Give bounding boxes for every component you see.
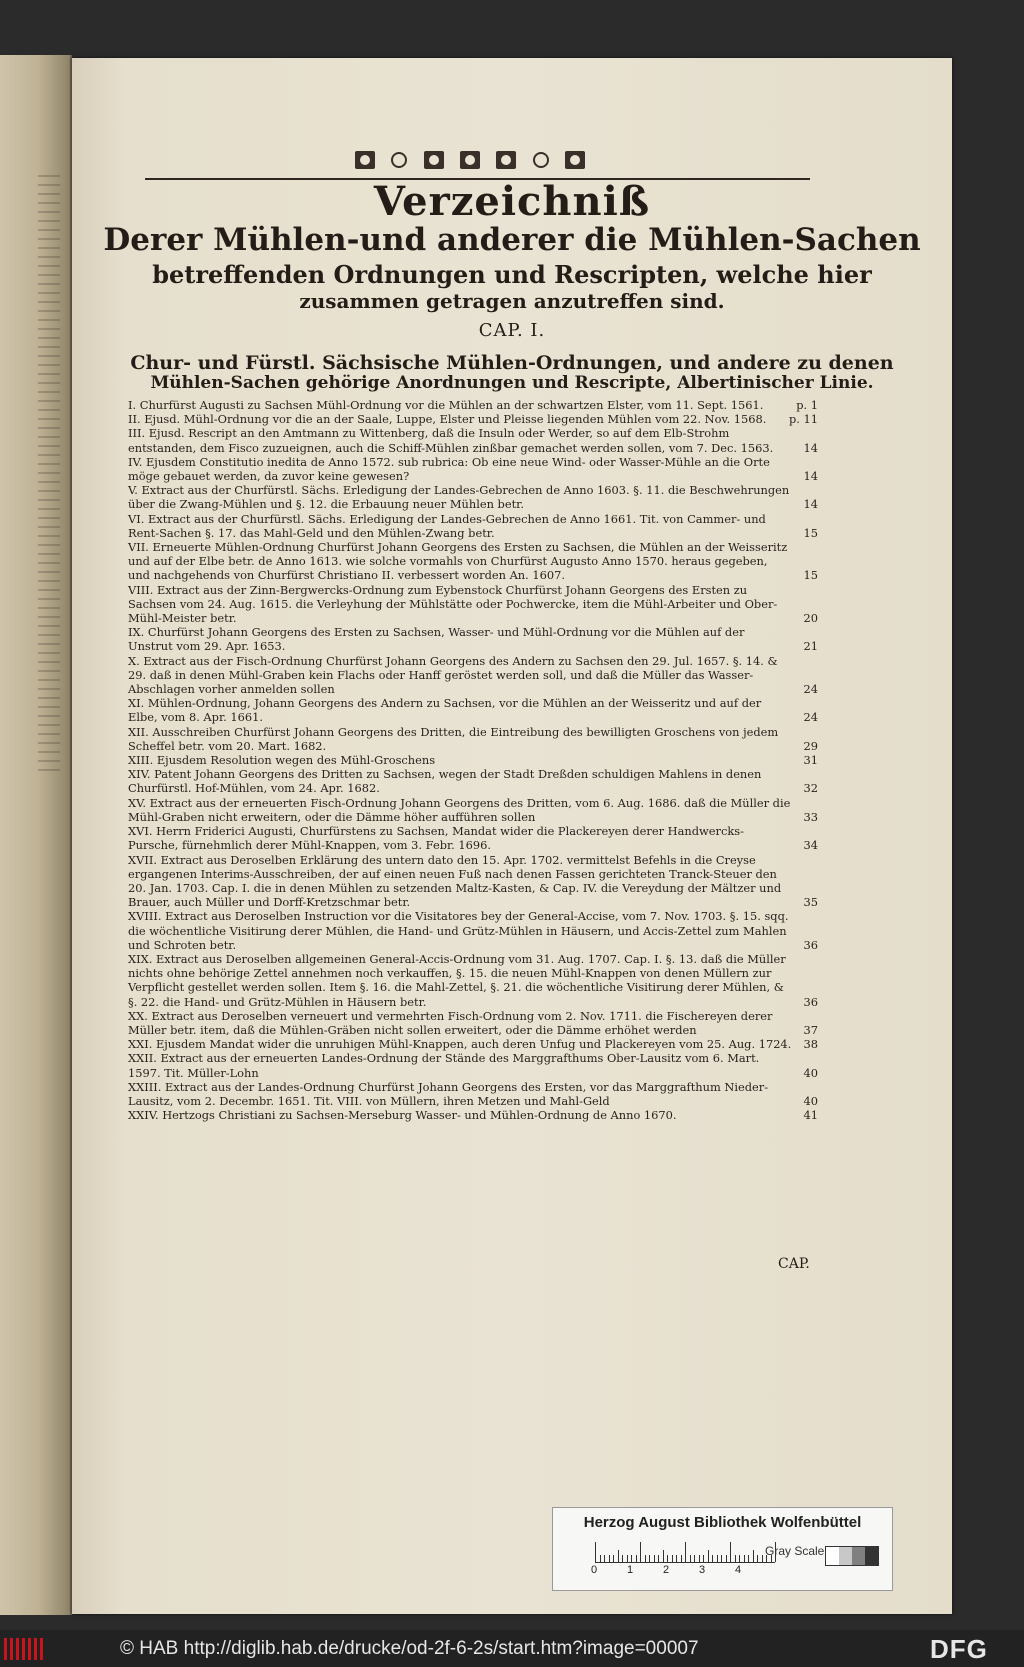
ruler-tick — [649, 1555, 650, 1562]
ruler-number: 0 — [591, 1564, 598, 1576]
catchword: CAP. — [778, 1256, 810, 1272]
ruler-tick — [622, 1555, 623, 1562]
toc-entry-text: VII. Erneuerte Mühlen-Ordnung Churfürst Johann Georgens des Ersten zu Sachsen, die Mühlen an der Weisseritz und auf der Elbe betr. de Anno 1613. wie solche vormahls von Churfürst Augusto Anno 1570. heraus gegeben, und nachgehends von Churfürst Christiano II. verbessert worden An. 1607. — [128, 540, 788, 583]
ruler-tick — [604, 1555, 605, 1562]
title-line-4: zusammen getragen anzutreffen sind. — [299, 289, 725, 313]
toc-entry-page: 20 — [803, 611, 818, 626]
toc-entry-text: XI. Mühlen-Ordnung, Johann Georgens des Andern zu Sachsen, vor die Mühlen an der Weisseritz und auf der Elbe, vom 8. Apr. 1661. — [128, 696, 762, 725]
gray-swatch — [826, 1547, 839, 1565]
toc-entry-page: p. 1 — [796, 398, 818, 412]
toc-entry-page: 38 — [803, 1037, 818, 1052]
measure-ruler — [595, 1542, 775, 1563]
toc-entry — [128, 767, 818, 795]
ruler-tick — [667, 1555, 668, 1562]
toc-entry-page: p. 11 — [788, 412, 818, 427]
ruler-tick — [708, 1550, 709, 1562]
ruler-tick — [658, 1555, 659, 1562]
toc-entry-page: 32 — [803, 781, 818, 796]
toc-entry-page: 37 — [803, 1022, 818, 1037]
title-line-2: Derer Mühlen-und anderer die Mühlen-Sachen — [103, 222, 921, 258]
ruler-number: 3 — [699, 1564, 706, 1576]
toc-entry-text: VI. Extract aus der Churfürstl. Sächs. Erledigung der Landes-Gebrechen de Anno 1661. Tit. von Cammer- und Rent-Sachen §. 17. das Mahl-Geld und den Mühlen-Zwang betr. — [128, 511, 766, 540]
ruler-tick — [753, 1550, 754, 1562]
footer-bar — [0, 1630, 1024, 1667]
toc-entry-text: I. Churfürst Augusti zu Sachsen Mühl-Ordnung vor die Mühlen an der schwartzen Elster, vom 11. Sept. 1561. — [128, 398, 764, 412]
toc-entry-text: V. Extract aus der Churfürstl. Sächs. Erledigung der Landes-Gebrechen de Anno 1603. §. 11. die Beschwehrungen über die Zwang-Mühlen und §. 12. die Erbauung neuer Mühlen betr. — [128, 483, 790, 512]
toc-entry-page: 34 — [803, 838, 818, 853]
ruler-tick — [618, 1550, 619, 1562]
toc-entry — [128, 824, 818, 852]
gray-swatch — [865, 1547, 878, 1565]
ruler-tick — [636, 1555, 637, 1562]
toc-entry-page: 24 — [803, 682, 818, 697]
ornament-icon — [533, 152, 549, 168]
toc-entry — [128, 1108, 818, 1122]
ruler-tick — [640, 1542, 641, 1562]
title-line-3: betreffenden Ordnungen und Rescripten, welche hier — [152, 260, 872, 289]
toc-entry — [128, 696, 818, 724]
toc-entry-page: 21 — [803, 639, 818, 654]
toc-entry — [128, 654, 818, 697]
ruler-tick — [681, 1555, 682, 1562]
toc-entry — [128, 796, 818, 824]
ruler-tick — [694, 1555, 695, 1562]
toc-entry-text: XVI. Herrn Friderici Augusti, Churfürstens zu Sachsen, Mandat wider die Plackereyen derer Handwercks-Pursche, fürnehmlich derer Mühl-Knappen, vom 3. Febr. 1696. — [128, 824, 744, 853]
toc-entry-text: XXIV. Hertzogs Christiani zu Sachsen-Merseburg Wasser- und Mühlen-Ordnung de Anno 1670. — [128, 1108, 677, 1123]
toc-entry-page: 29 — [803, 738, 818, 753]
toc-entry-page: 40 — [803, 1093, 818, 1108]
chapter-subtitle-1: Chur- und Fürstl. Sächsische Mühlen-Ordnungen, und andere zu denen — [130, 352, 894, 374]
ruler-tick — [762, 1555, 763, 1562]
toc-entry-text: XVII. Extract aus Deroselben Erklärung des untern dato den 15. Apr. 1702. vermittelst Befehls in die Creyse ergangenen Interims-Ausschreiben, der auf einen neuen Fuß nach denen Fassen gerichteten Tranck-Steuer den 20. Jan. 1703. Cap. I. die in denen Mühlen zu setzenden Maltz-Kasten, & Cap. IV. die Vereydung der Mältzer und Brauer, auch Müller und Dorff-Kretzschmar betr. — [128, 852, 782, 910]
toc-entry-page: 14 — [803, 440, 818, 455]
toc-entry-text: XXII. Extract aus der erneuerten Landes-Ordnung der Stände des Marggrafthums Ober-Lausitz vom 6. Mart. 1597. Tit. Müller-Lohn — [128, 1051, 760, 1080]
toc-entry-text: II. Ejusd. Mühl-Ordnung vor die an der Saale, Luppe, Elster und Pleisse liegenden Mühlen vom 22. Nov. 1568. — [128, 412, 767, 427]
ruler-number: 2 — [663, 1564, 670, 1576]
ruler-number: 4 — [735, 1564, 742, 1576]
ornament-icon — [355, 151, 375, 169]
ruler-tick — [757, 1555, 758, 1562]
toc-entry — [128, 412, 818, 426]
ruler-tick — [613, 1555, 614, 1562]
ruler-tick — [663, 1550, 664, 1562]
library-name: Herzog August Bibliothek Wolfenbüttel — [583, 1514, 862, 1531]
toc-entry — [128, 540, 818, 583]
toc-entry-page: 15 — [803, 525, 818, 540]
toc-entry-page: 24 — [803, 710, 818, 725]
toc-entry — [128, 625, 818, 653]
toc-entry-text: X. Extract aus der Fisch-Ordnung Churfürst Johann Georgens des Andern zu Sachsen den 29. Jul. 1657. §. 14. & 29. daß in denen Mühl-Graben kein Flachs oder Hanff geröstet werden soll, und daß die Müller das Wasser-Abschlagen vorher anmelden sollen — [128, 653, 778, 697]
ruler-tick — [735, 1555, 736, 1562]
ornament-icon — [460, 151, 480, 169]
ruler-tick — [748, 1555, 749, 1562]
toc-entry-page: 36 — [803, 937, 818, 952]
gray-swatch — [839, 1547, 852, 1565]
table-of-contents — [128, 398, 818, 1122]
toc-entry — [128, 512, 818, 540]
ruler-tick — [744, 1555, 745, 1562]
ruler-tick — [730, 1542, 731, 1562]
ruler-number: 1 — [627, 1564, 634, 1576]
toc-entry-text: XIX. Extract aus Deroselben allgemeinen General-Accis-Ordnung vom 31. Aug. 1707. Cap. I. §. 13. daß die Müller nichts ohne behörige Zettel annehmen noch verkauffen, §. 15. die neuen Mühl-Knappen von denen Müllern zur Verpflicht gestellet werden sollen. Item §. 16. die Mahl-Zettel, §. 21. die wöchentliche Visitirung derer Mühlen, & §. 22. die Hand- und Grütz-Mühlen in Häusern betr. — [128, 951, 786, 1009]
toc-entry — [128, 1080, 818, 1108]
toc-entry — [128, 583, 818, 626]
ruler-tick — [627, 1555, 628, 1562]
ornament-icon — [496, 151, 516, 169]
toc-entry-text: VIII. Extract aus der Zinn-Bergwercks-Ordnung zum Eybenstock Churfürst Johann Georgens des Ersten zu Sachsen vom 24. Aug. 1615. die Verleyhung der Mühlstätte oder Pochwercke, item die Mühl-Arbeiter und Ober-Mühl-Meister betr. — [128, 582, 778, 626]
toc-entry-text: XXI. Ejusdem Mandat wider die unruhigen Mühl-Knappen, auch deren Unfug und Plackereyen vom 25. Aug. 1724. — [128, 1037, 792, 1052]
ruler-tick — [726, 1555, 727, 1562]
toc-entry — [128, 952, 818, 1009]
ruler-tick — [654, 1555, 655, 1562]
ornament-icon — [391, 152, 407, 168]
toc-entry — [128, 483, 818, 511]
toc-entry-text: XII. Ausschreiben Churfürst Johann Georgens des Dritten, die Eintreibung des bewilligten Groschens von jedem Scheffel betr. vom 20. Mart. 1682. — [128, 724, 779, 753]
chapter-heading: CAP. I. — [478, 320, 546, 341]
gray-swatch — [852, 1547, 865, 1565]
toc-entry — [128, 1009, 818, 1037]
toc-entry-page: 31 — [803, 753, 818, 768]
toc-entry-text: III. Ejusd. Rescript an den Amtmann zu Wittenberg, daß die Insuln oder Werder, so auf dem Elb-Strohm entstanden, dem Fisco zuzueignen, auch die Schiff-Mühlen zinßbar gemachet werden sollen, vom 7. Dec. 1563. — [128, 426, 774, 455]
ruler-tick — [712, 1555, 713, 1562]
toc-entry — [128, 853, 818, 910]
toc-entry — [128, 909, 818, 952]
credit-link[interactable]: © HAB http://diglib.hab.de/drucke/od-2f-6-2s/start.htm?image=00007 — [120, 1638, 699, 1659]
toc-entry-text: XVIII. Extract aus Deroselben Instruction vor die Visitatores bey der General-Accise, vom 7. Nov. 1703. §. 15. sqq. die wöchentliche Visitirung derer Mühlen, die Hand- und Grütz-Mühlen in Häusern, und Accis-Zettel zum Mahlen und Schroten betr. — [128, 909, 789, 952]
toc-entry-text: XXIII. Extract aus der Landes-Ordnung Churfürst Johann Georgens des Ersten, vor das Marggrafthum Nieder-Lausitz, vom 2. Decembr. 1651. Tit. VIII. von Müllern, ihren Metzen und Mahl-Geld — [128, 1079, 769, 1108]
toc-entry — [128, 753, 818, 767]
library-color-label — [552, 1507, 893, 1591]
ruler-tick — [676, 1555, 677, 1562]
toc-entry-text: XIV. Patent Johann Georgens des Dritten zu Sachsen, wegen der Stadt Dreßden schuldigen Mahlens in denen Churfürstl. Hof-Mühlen, vom 24. Apr. 1682. — [128, 767, 762, 796]
ruler-tick — [600, 1555, 601, 1562]
toc-entry-page: 33 — [803, 809, 818, 824]
toc-entry-page: 36 — [803, 994, 818, 1009]
title-line-1: Verzeichniß — [373, 178, 651, 225]
ruler-tick — [685, 1542, 686, 1562]
toc-entry-page: 14 — [803, 497, 818, 512]
toc-entry-page: 41 — [803, 1108, 818, 1123]
toc-entry — [128, 1037, 818, 1051]
ruler-tick — [672, 1555, 673, 1562]
hab-logo-icon — [4, 1638, 44, 1660]
toc-entry-page: 35 — [803, 895, 818, 910]
ruler-tick — [645, 1555, 646, 1562]
ruler-tick — [595, 1542, 596, 1562]
header-ornament — [355, 148, 585, 172]
toc-entry-page: 14 — [803, 469, 818, 484]
ruler-tick — [699, 1555, 700, 1562]
toc-entry-text: IX. Churfürst Johann Georgens des Ersten zu Sachsen, Wasser- und Mühl-Ordnung vor die Mühlen auf der Unstrut vom 29. Apr. 1653. — [128, 625, 745, 654]
ruler-tick — [631, 1555, 632, 1562]
gray-scale-label: Gray Scale — [765, 1544, 825, 1558]
toc-entry-page: 40 — [803, 1065, 818, 1080]
ruler-tick — [690, 1555, 691, 1562]
toc-entry-text: IV. Ejusdem Constitutio inedita de Anno 1572. sub rubrica: Ob eine neue Wind- oder Wasser-Mühle an die Orte möge gebauet werden, da zuvor keine gewesen? — [128, 454, 770, 484]
gray-scale-swatches — [825, 1546, 879, 1566]
chapter-subtitle-2: Mühlen-Sachen gehörige Anordnungen und Rescripte, Albertinischer Linie. — [150, 373, 874, 393]
toc-entry — [128, 398, 818, 412]
ruler-tick — [721, 1555, 722, 1562]
ornament-icon — [424, 151, 444, 169]
ruler-tick — [609, 1555, 610, 1562]
toc-entry — [128, 1051, 818, 1079]
ruler-tick — [739, 1555, 740, 1562]
toc-entry-text: XX. Extract aus Deroselben verneuert und vermehrten Fisch-Ordnung vom 2. Nov. 1711. die Fischereyen derer Müller betr. item, daß die Mühlen-Gräben nicht sollen erweitert, oder die Dämme erhöhet werden — [128, 1008, 773, 1037]
toc-entry — [128, 426, 818, 454]
toc-entry-text: XIII. Ejusdem Resolution wegen des Mühl-Groschens — [128, 753, 436, 768]
ornament-icon — [565, 151, 585, 169]
ruler-tick — [703, 1555, 704, 1562]
ruler-tick — [717, 1555, 718, 1562]
dfg-logo: DFG — [930, 1634, 988, 1664]
toc-entry — [128, 725, 818, 753]
toc-entry — [128, 455, 818, 483]
toc-entry-page: 15 — [803, 568, 818, 583]
toc-entry-text: XV. Extract aus der erneuerten Fisch-Ordnung Johann Georgens des Dritten, vom 6. Aug. 1686. daß die Müller die Mühl-Graben nicht erweitern, oder die Dämme höher aufführen sollen — [128, 795, 791, 824]
